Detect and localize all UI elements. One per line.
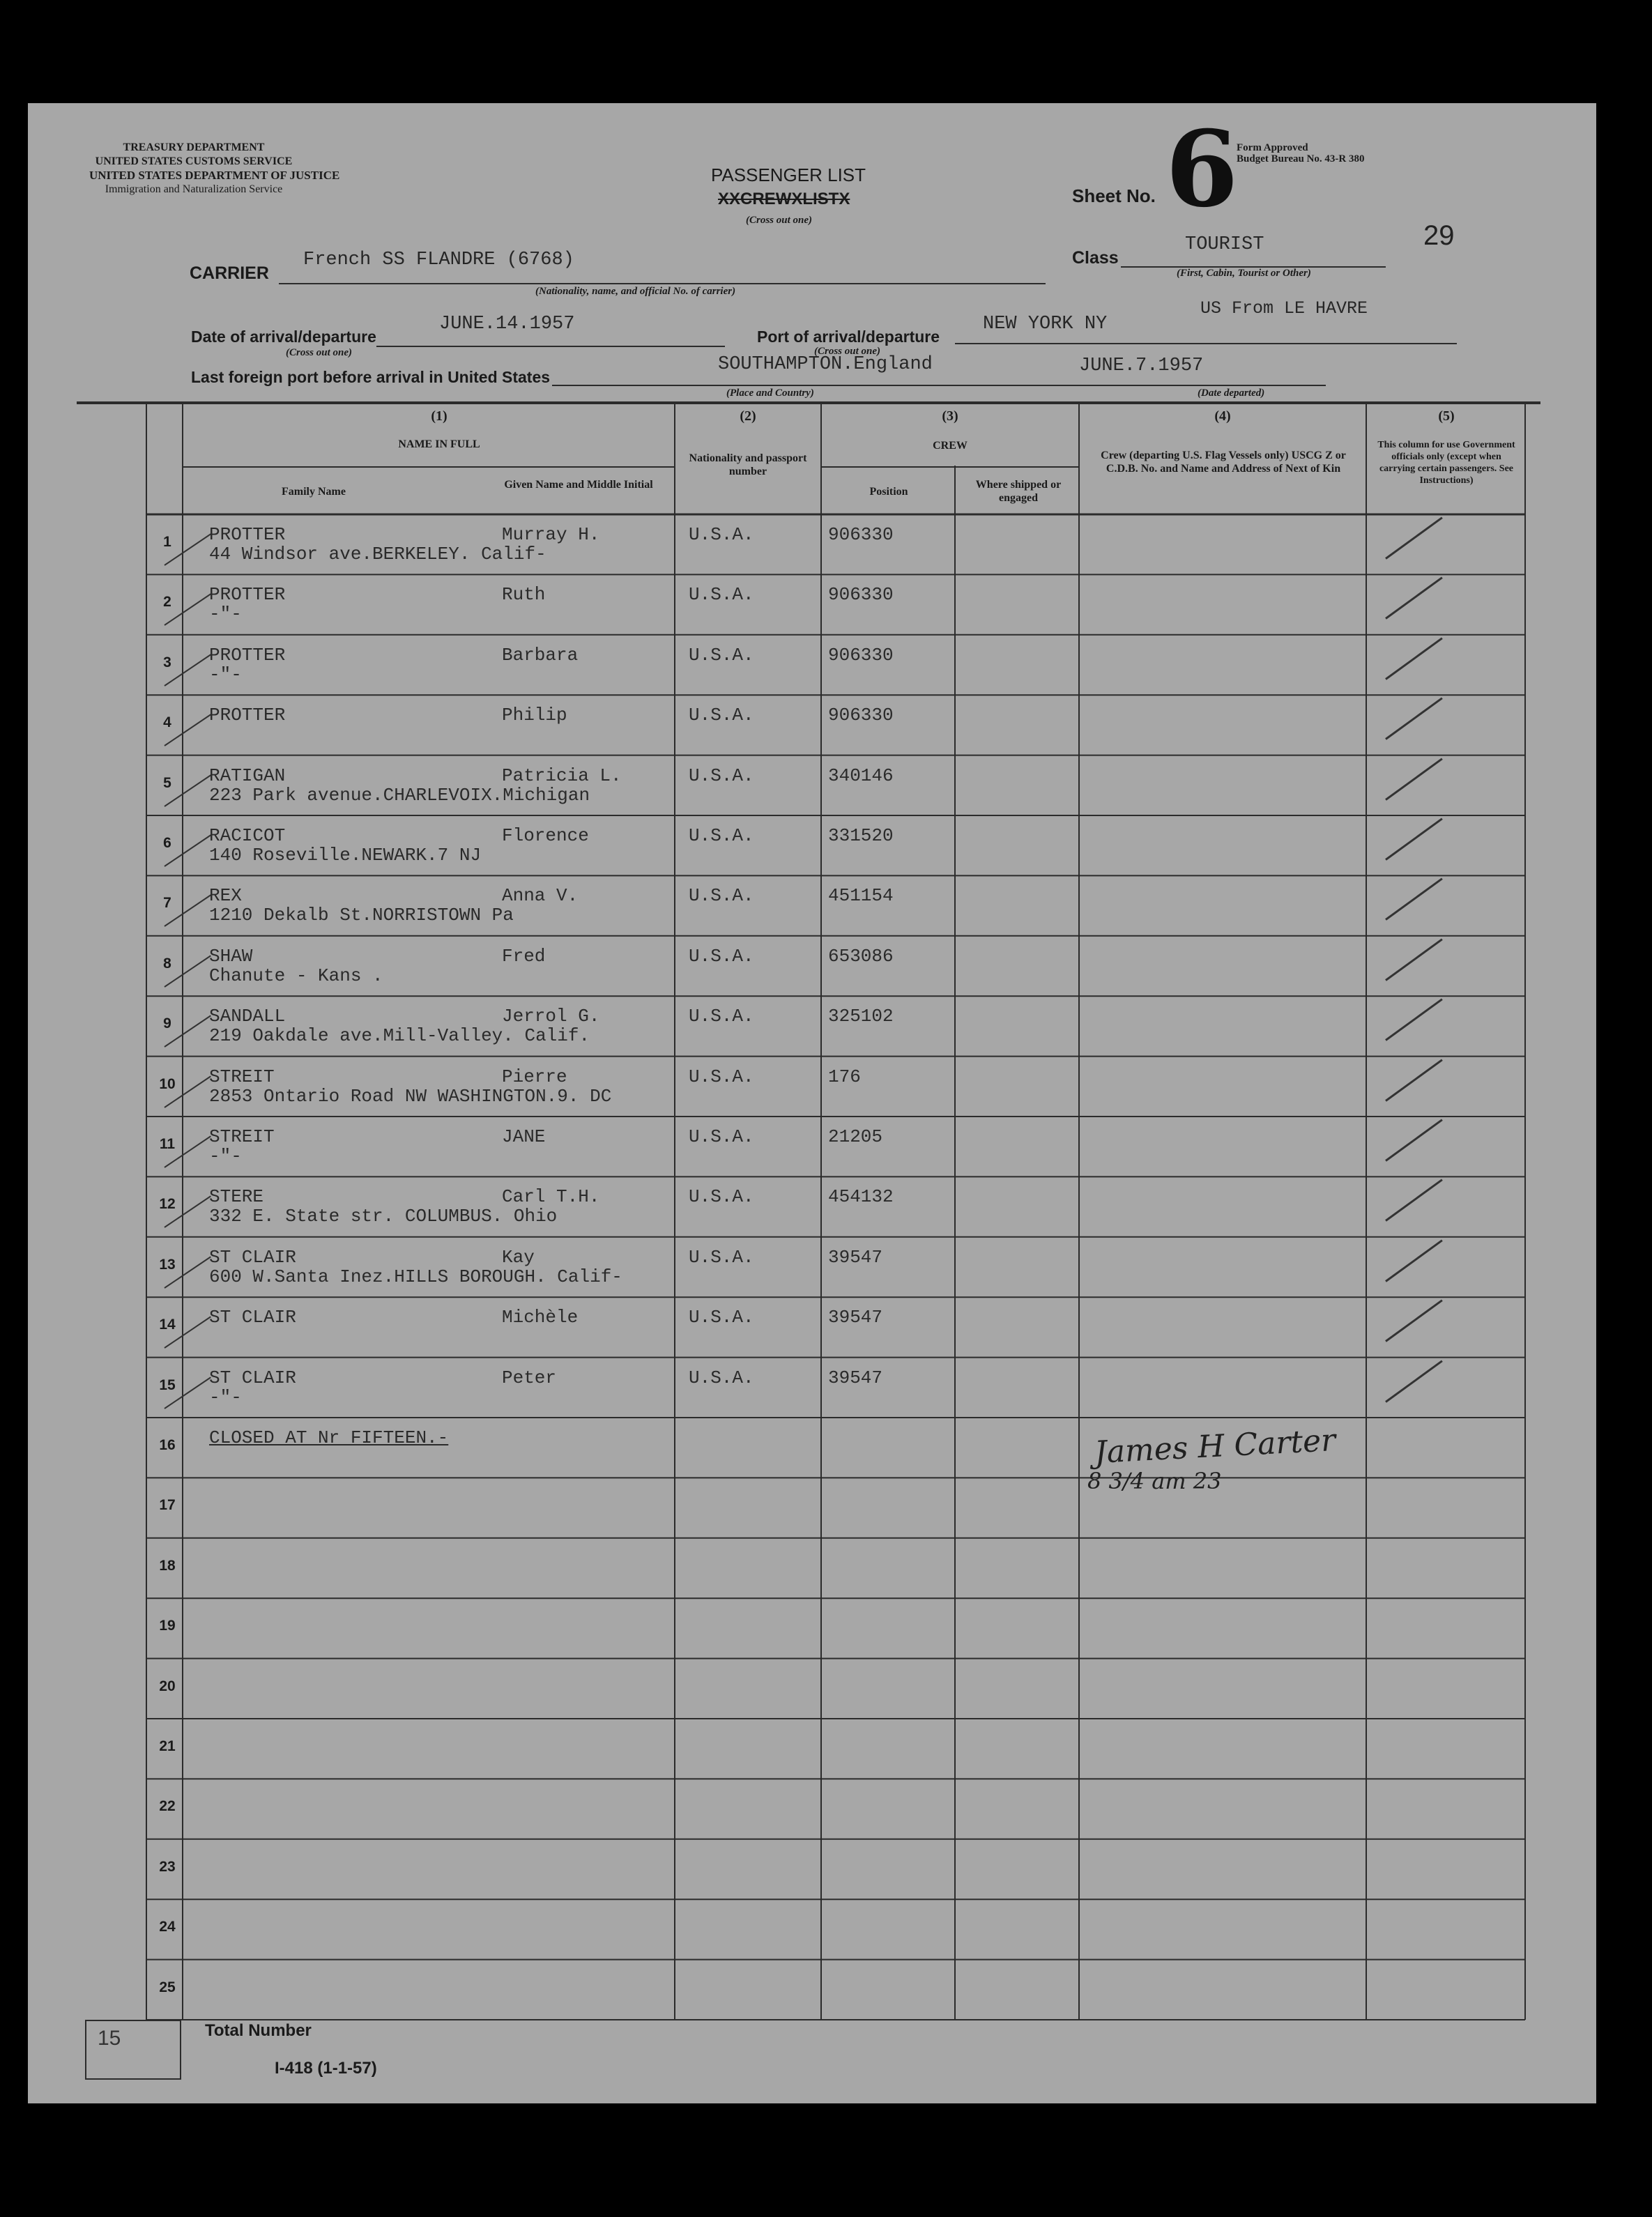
family-name: RATIGAN xyxy=(209,765,286,786)
cross-out-caption: (Cross out one) xyxy=(746,215,813,226)
given-name: Jerrol G. xyxy=(502,1006,600,1027)
date-caption: (Cross out one) xyxy=(286,347,353,358)
col3-title: CREW xyxy=(933,440,968,452)
family-name: ST CLAIR xyxy=(209,1367,296,1388)
col1a-title: Family Name xyxy=(282,486,346,498)
position: 906330 xyxy=(828,705,894,726)
col5-title: This column for use Government officials only (except when carrying certain passengers. See Instructions) xyxy=(1377,440,1515,486)
address: -"- xyxy=(209,663,242,685)
row-number: 16 xyxy=(159,1437,176,1453)
signature-note: 8 3/4 am 23 xyxy=(1087,1468,1222,1494)
row-number: 3 xyxy=(163,654,171,670)
port-label: Port of arrival/departure xyxy=(757,328,940,346)
family-name: STERE xyxy=(209,1186,264,1208)
position: 906330 xyxy=(828,644,894,666)
officer-signature: James H Carter xyxy=(1093,1422,1337,1471)
family-name: PROTTER xyxy=(209,705,286,726)
row-number: 1 xyxy=(163,534,171,550)
nationality: U.S.A. xyxy=(689,1307,754,1328)
agency-line: Immigration and Naturalization Service xyxy=(105,183,283,195)
address: 223 Park avenue.CHARLEVOIX.Michigan xyxy=(209,784,590,806)
col2-num: (2) xyxy=(740,408,756,424)
nationality: U.S.A. xyxy=(689,1006,754,1027)
given-name: Michèle xyxy=(502,1307,579,1328)
given-name: Pierre xyxy=(502,1066,567,1087)
form-id: I-418 (1-1-57) xyxy=(275,2059,377,2078)
position: 176 xyxy=(828,1066,861,1087)
family-name: REX xyxy=(209,885,242,907)
family-name: ST CLAIR xyxy=(209,1307,296,1328)
col1-title: NAME IN FULL xyxy=(398,438,480,450)
given-name: Philip xyxy=(502,705,567,726)
date-label: Date of arrival/departure xyxy=(191,328,376,346)
position: 325102 xyxy=(828,1006,894,1027)
address: 1210 Dekalb St.NORRISTOWN Pa xyxy=(209,905,514,926)
col4-title: Crew (departing U.S. Flag Vessels only) USCG Z or C.D.B. No. and Name and Address of Next of Kin xyxy=(1101,450,1346,475)
row-number: 18 xyxy=(159,1557,176,1574)
family-name: STREIT xyxy=(209,1126,275,1147)
address: Chanute - Kans . xyxy=(209,965,383,986)
row-number: 6 xyxy=(163,835,171,851)
row-number: 14 xyxy=(159,1317,176,1333)
nationality: U.S.A. xyxy=(689,524,754,545)
col3-num: (3) xyxy=(942,408,958,424)
row-number: 13 xyxy=(159,1256,176,1273)
row-number: 23 xyxy=(159,1858,176,1875)
row-number: 17 xyxy=(159,1497,176,1514)
list-title: PASSENGER LIST xyxy=(711,164,866,185)
agency-line: UNITED STATES DEPARTMENT OF JUSTICE xyxy=(89,169,340,182)
col1b-title: Given Name and Middle Initial xyxy=(504,479,653,491)
family-name: RACICOT xyxy=(209,825,286,846)
nationality: U.S.A. xyxy=(689,765,754,786)
col4-num: (4) xyxy=(1214,408,1231,424)
passenger-list-form xyxy=(28,103,1596,2103)
total-number-value: 15 xyxy=(98,2027,121,2050)
address: 332 E. State str. COLUMBUS. Ohio xyxy=(209,1206,558,1227)
position: 451154 xyxy=(828,885,894,907)
family-name: SHAW xyxy=(209,945,253,967)
nationality: U.S.A. xyxy=(689,825,754,846)
class-value: TOURIST xyxy=(1185,234,1264,255)
given-name: Carl T.H. xyxy=(502,1186,600,1208)
position: 906330 xyxy=(828,584,894,606)
nationality: U.S.A. xyxy=(689,584,754,606)
row-number: 4 xyxy=(163,714,171,731)
address: 2853 Ontario Road NW WASHINGTON.9. DC xyxy=(209,1085,612,1107)
given-name: Patricia L. xyxy=(502,765,622,786)
class-caption: (First, Cabin, Tourist or Other) xyxy=(1177,268,1311,279)
row-number: 7 xyxy=(163,895,171,912)
family-name: PROTTER xyxy=(209,584,286,606)
row-number: 24 xyxy=(159,1919,176,1935)
position: 39547 xyxy=(828,1246,883,1268)
nationality: U.S.A. xyxy=(689,945,754,967)
sheet-number: 6 xyxy=(1165,108,1239,231)
row-number: 10 xyxy=(159,1075,176,1092)
nationality: U.S.A. xyxy=(689,1246,754,1268)
given-name: Anna V. xyxy=(502,885,579,907)
row-number: 22 xyxy=(159,1798,176,1815)
given-name: Kay xyxy=(502,1246,535,1268)
family-name: CLOSED AT Nr FIFTEEN.- xyxy=(209,1427,449,1448)
nationality: U.S.A. xyxy=(689,885,754,907)
carrier-label: CARRIER xyxy=(190,263,269,283)
position: 331520 xyxy=(828,825,894,846)
total-number-box xyxy=(85,2020,181,2080)
departed-caption: (Date departed) xyxy=(1198,388,1265,399)
carrier-value: French SS FLANDRE (6768) xyxy=(303,250,574,270)
agency-line: UNITED STATES CUSTOMS SERVICE xyxy=(95,155,293,167)
row-number: 8 xyxy=(163,955,171,972)
nationality: U.S.A. xyxy=(689,1066,754,1087)
col2-title: Nationality and passport number xyxy=(689,452,807,477)
carrier-caption: (Nationality, name, and official No. of carrier) xyxy=(535,286,736,297)
list-alt-crossed: XXCREWXLISTX xyxy=(718,190,850,208)
given-name: Fred xyxy=(502,945,546,967)
row-number: 15 xyxy=(159,1376,176,1393)
nationality: U.S.A. xyxy=(689,644,754,666)
family-name: SANDALL xyxy=(209,1006,286,1027)
sheet-label: Sheet No. xyxy=(1072,185,1156,206)
col1-num: (1) xyxy=(431,408,448,424)
row-number: 21 xyxy=(159,1738,176,1754)
family-name: STREIT xyxy=(209,1066,275,1087)
port-caption: (Cross out one) xyxy=(814,346,881,357)
row-number: 20 xyxy=(159,1678,176,1694)
address: -"- xyxy=(209,604,242,625)
port-value: NEW YORK NY xyxy=(983,314,1108,335)
row-number: 11 xyxy=(159,1136,176,1152)
total-number-label: Total Number xyxy=(205,2021,312,2040)
address: 44 Windsor ave.BERKELEY. Calif- xyxy=(209,544,546,565)
col3b-title: Where shipped or engaged xyxy=(975,479,1062,504)
address: 219 Oakdale ave.Mill-Valley. Calif. xyxy=(209,1025,590,1047)
position: 39547 xyxy=(828,1307,883,1328)
given-name: JANE xyxy=(502,1126,546,1147)
family-name: PROTTER xyxy=(209,524,286,545)
given-name: Murray H. xyxy=(502,524,600,545)
position: 39547 xyxy=(828,1367,883,1388)
row-number: 12 xyxy=(159,1196,176,1213)
class-label: Class xyxy=(1072,248,1119,268)
row-number: 2 xyxy=(163,594,171,611)
route-note: US From LE HAVRE xyxy=(1200,298,1368,319)
date-value: JUNE.14.1957 xyxy=(439,314,575,335)
nationality: U.S.A. xyxy=(689,1186,754,1208)
nationality: U.S.A. xyxy=(689,705,754,726)
last-port-caption: (Place and Country) xyxy=(726,388,814,399)
position: 454132 xyxy=(828,1186,894,1208)
nationality: U.S.A. xyxy=(689,1126,754,1147)
position: 340146 xyxy=(828,765,894,786)
position: 906330 xyxy=(828,524,894,545)
row-number: 9 xyxy=(163,1015,171,1032)
budget-bureau-text: Budget Bureau No. 43-R 380 xyxy=(1237,153,1365,164)
address: -"- xyxy=(209,1146,242,1167)
last-port-label: Last foreign port before arrival in United States xyxy=(191,368,551,386)
family-name: ST CLAIR xyxy=(209,1246,296,1268)
row-number: 25 xyxy=(159,1979,176,1995)
given-name: Florence xyxy=(502,825,589,846)
agency-line: TREASURY DEPARTMENT xyxy=(123,141,265,153)
position: 653086 xyxy=(828,945,894,967)
row-number: 5 xyxy=(163,774,171,791)
given-name: Ruth xyxy=(502,584,546,606)
col3a-title: Position xyxy=(869,486,908,498)
stamp-number: 29 xyxy=(1423,220,1455,251)
form-approved-text: Form Approved xyxy=(1237,142,1308,153)
family-name: PROTTER xyxy=(209,644,286,666)
given-name: Peter xyxy=(502,1367,557,1388)
given-name: Barbara xyxy=(502,644,579,666)
col5-num: (5) xyxy=(1438,408,1455,424)
row-number: 19 xyxy=(159,1618,176,1634)
nationality: U.S.A. xyxy=(689,1367,754,1388)
address: 600 W.Santa Inez.HILLS BOROUGH. Calif- xyxy=(209,1266,622,1287)
address: 140 Roseville.NEWARK.7 NJ xyxy=(209,845,482,866)
departed-value: JUNE.7.1957 xyxy=(1079,355,1204,376)
position: 21205 xyxy=(828,1126,883,1147)
last-port-value: SOUTHAMPTON.England xyxy=(718,354,933,375)
address: -"- xyxy=(209,1386,242,1408)
